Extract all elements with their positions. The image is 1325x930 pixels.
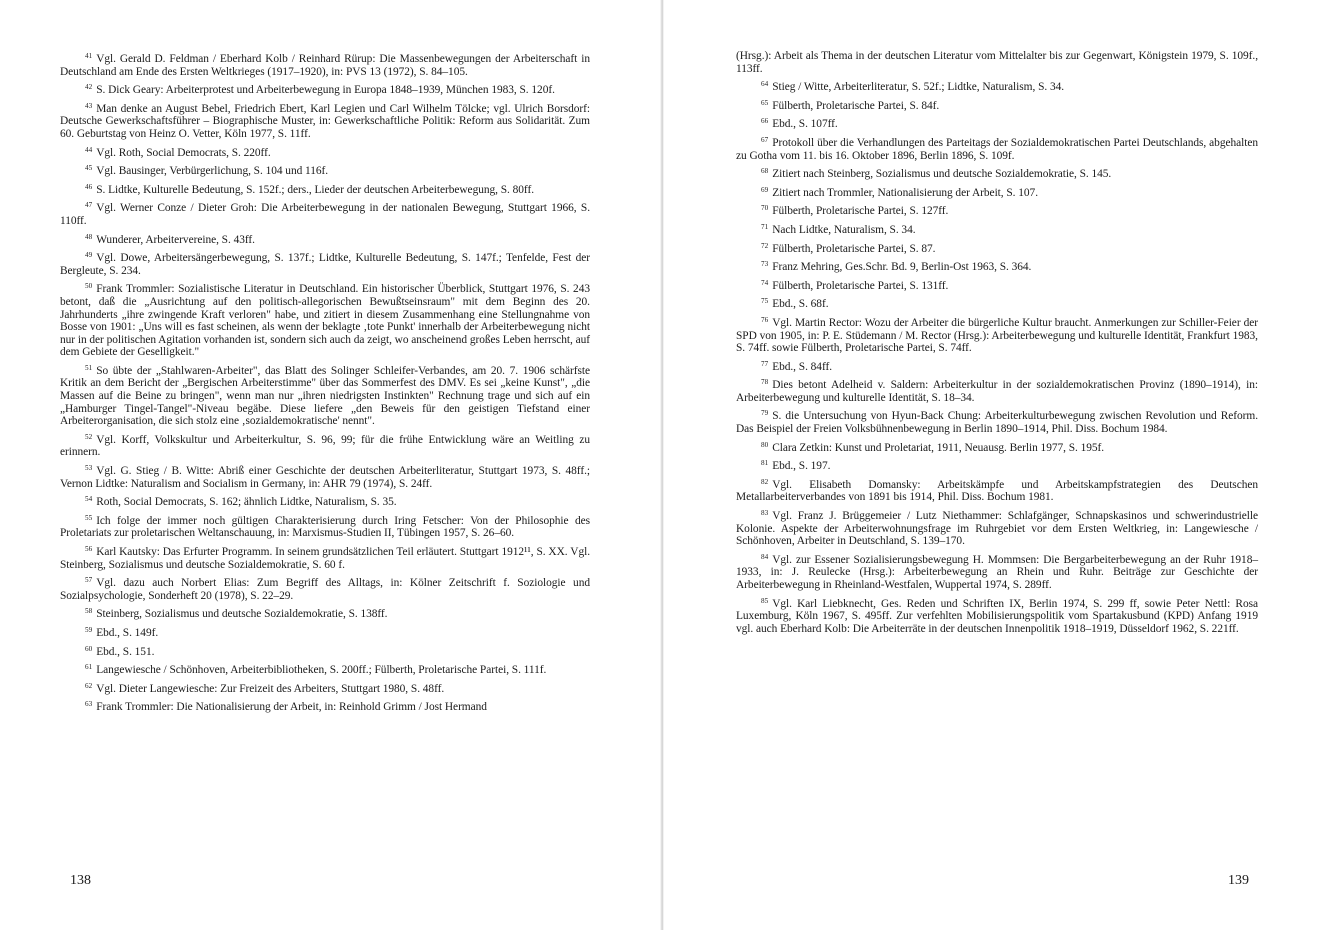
footnote-number: 61 [85,663,93,672]
footnote-text: Vgl. G. Stieg / B. Witte: Abriß einer Geschichte der deutschen Arbeiterliteratur, Stuttgart 1973, S. 48ff.; Vernon Lidtke: Naturalism and Socialism in Germany, in: AHR 79 (1974), S. 24ff. [60,465,590,490]
footnote-number: 55 [85,513,93,522]
footnote-text: Zitiert nach Steinberg, Sozialismus und deutsche Sozialdemokratie, S. 145. [772,168,1112,181]
footnote-text: Nach Lidtke, Naturalism, S. 34. [772,223,916,236]
footnote-text: Vgl. Dieter Langewiesche: Zur Freizeit des Arbeiters, Stuttgart 1980, S. 48ff. [96,682,445,695]
footnote-number: 72 [761,241,769,250]
left-footnotes [60,50,590,717]
footnote [60,181,590,197]
footnote-text: Vgl. Karl Liebknecht, Ges. Reden und Schriften IX, Berlin 1974, S. 299 ff, sowie Peter Nettl: Rosa Luxemburg, Köln 1967, S. 495ff. Zur verfehlten Mobilisierungspolitik vom Spartakusbund (KPD) Anfang 1919 vgl. auch Eberhard Kolb: Die Arbeiterräte in der deutschen Innenpolitik 1918–1919, Düsseldorf 1962, S. 221ff. [736,597,1258,635]
footnote [736,202,1258,218]
footnote-number: 73 [761,260,769,269]
footnote-number: 67 [761,135,769,144]
footnote-text: S. Lidtke, Kulturelle Bedeutung, S. 152f.; ders., Lieder der deutschen Arbeiterbewegung, S. 80ff. [96,183,534,196]
footnote-number: 45 [85,164,93,173]
left-page [0,0,660,930]
footnote-number: 48 [85,232,93,241]
footnote-number: 65 [761,98,769,107]
footnote-text: Vgl. Werner Conze / Dieter Groh: Die Arbeiterbewegung in der nationalen Bewegung, Stuttgart 1966, S. 110ff. [60,202,590,227]
footnote [60,661,590,677]
footnote [736,457,1258,473]
footnote-text: Vgl. Korff, Volkskultur und Arbeiterkultur, S. 96, 99; für die frühe Entwicklung wäre an Weitling zu erinnern. [60,433,590,459]
footnote-text: Ebd., S. 68f. [772,298,829,311]
footnote-number: 68 [761,167,769,176]
footnote-text: Vgl. Bausinger, Verbürgerlichung, S. 104 und 116f. [96,165,329,178]
footnote-number: 50 [85,282,93,291]
footnote-number: 82 [761,477,769,486]
footnote-text: Franz Mehring, Ges.Schr. Bd. 9, Berlin-Ost 1963, S. 364. [772,261,1032,274]
footnote-text: Ebd., S. 149f. [96,626,159,639]
footnote [736,439,1258,455]
footnote-number: 43 [85,101,93,110]
footnote-number: 81 [761,459,769,468]
footnote-text: Wunderer, Arbeitervereine, S. 43ff. [96,233,255,246]
footnote-number: 71 [761,222,769,231]
footnote-number: 78 [761,378,769,387]
footnote [60,162,590,178]
footnote-number: 47 [85,201,93,210]
footnote [736,376,1258,404]
footnote-number: 74 [761,278,769,287]
footnote-number: 79 [761,409,769,418]
footnote [60,199,590,227]
footnote-number: 85 [761,596,769,605]
footnote-text: Vgl. Gerald D. Feldman / Eberhard Kolb / Reinhard Rürup: Die Massenbewegungen der Arbeiterschaft in Deutschland am Ende des Ersten Weltkrieges (1917–1920), in: PVS 13 (1972), S. 84–105. [60,53,590,78]
left-page-number: 138 [70,873,91,888]
book-gutter [660,0,664,930]
footnote-text: Ebd., S. 151. [96,645,155,658]
footnote-number: 42 [85,83,93,92]
footnote-number: 53 [85,464,93,473]
footnote-text: Roth, Social Democrats, S. 162; ähnlich Lidtke, Naturalism, S. 35. [96,496,397,509]
footnote [60,493,590,509]
footnote [736,551,1258,592]
footnote-number: 66 [761,117,769,126]
footnote [60,643,590,659]
footnote-text: S. Dick Geary: Arbeiterprotest und Arbeiterbewegung in Europa 1848–1939, München 1983, S. 120f. [96,84,555,97]
footnote-text: Frank Trommler: Sozialistische Literatur in Deutschland. Ein historischer Überblick, Stuttgart 1976, S. 243 betont, daß die „Ausrichtung auf den politisch-allegorischen Bewußtseinsraum" mit dem Beginn des 20. Jahrhunderts „ihre zwingende Kraft verloren" habe, und zitiert in diesem Zusammenhang eine Stellungnahme von Bosse von 1901: „Uns will es fast scheinen, als wenn der beklagte ‚tote Punkt' innerhalb der Arbeiterbewegung nicht nur in der politischen Agitation vorhanden ist, sondern sich auch da zeigt, wo anscheinend großes Leben herrscht, auf dem Gebiete der Geselligkeit." [60,283,590,359]
footnote-number: 46 [85,182,93,191]
footnote [736,295,1258,311]
footnote-number: 77 [761,359,769,368]
footnote [60,624,590,640]
footnote [736,476,1258,504]
footnote [60,280,590,359]
footnote-text: Ebd., S. 197. [772,460,831,473]
footnote-text: Zitiert nach Trommler, Nationalisierung der Arbeit, S. 107. [772,186,1039,199]
footnote [60,680,590,696]
footnote-number: 64 [761,80,769,89]
footnote [60,543,590,571]
footnote-number: 52 [85,432,93,441]
footnote-text: Frank Trommler: Die Nationalisierung der Arbeit, in: Reinhold Grimm / Jost Hermand [96,701,487,714]
right-page [666,0,1325,930]
footnote-text: Ebd., S. 84ff. [772,360,833,373]
footnote-text: Dies betont Adelheid v. Saldern: Arbeiterkultur in der sozialdemokratischen Provinz (1890–1914), in: Arbeiterbewegung und kulturelle Identität, S. 18–34. [736,379,1258,404]
footnote-text: Ebd., S. 107ff. [772,118,838,131]
footnote-number: 62 [85,681,93,690]
footnote-number: 49 [85,251,93,260]
footnote-text: Protokoll über die Verhandlungen des Parteitags der Sozialdemokratischen Partei Deutschlands, abgehalten zu Gotha vom 11. bis 16. Oktober 1896, Berlin 1896, S. 109f. [736,136,1258,162]
footnote-number: 60 [85,644,93,653]
footnote-text: So übte der „Stahlwaren-Arbeiter", das Blatt des Solinger Schleifer-Verbandes, am 20. 7. 1906 schärfste Kritik an dem Bericht der „Bergischen Arbeiterstimme" über das Sommerfest des DMV. Es sei „keine Kunst", „die Massen auf die Beine zu bringen", wenn man nur „ihren niedrigsten Instinkten" Rechnung trage und sich auf ein „Hamburger Tingel-Tangel"-Niveau begäbe. Diese liefere „den Beweis für den geistigen Tiefstand einer Arbeiterorganisation, die sich stolz eine ‚sozialdemokratische' nennt". [60,364,590,428]
footnote-text: Vgl. Roth, Social Democrats, S. 220ff. [96,146,271,159]
footnote-text: Stieg / Witte, Arbeiterliteratur, S. 52f.; Lidtke, Naturalism, S. 34. [772,81,1065,94]
footnote-text: Vgl. Franz J. Brüggemeier / Lutz Niethammer: Schlafgänger, Schnapskasinos und schwerindustrielle Kolonie. Aspekte der Arbeiterwohnungsfrage im Ruhrgebiet vor dem Ersten Weltkrieg, in: Langewiesche / Schönhoven, Arbeiter in Deutschland, S. 139–170. [736,510,1258,548]
footnote [736,97,1258,113]
footnote-text: Clara Zetkin: Kunst und Proletariat, 1911, Neuausg. Berlin 1977, S. 195f. [772,441,1105,454]
footnote [736,221,1258,237]
footnote [736,78,1258,94]
footnote [60,249,590,277]
footnote-text: Fülberth, Proletarische Partei, S. 131ff. [772,279,949,292]
footnote-number: 80 [761,440,769,449]
footnote [60,144,590,160]
footnote [736,507,1258,548]
footnote [736,134,1258,162]
right-page-number: 139 [1228,873,1249,888]
footnote-continuation: (Hrsg.): Arbeit als Thema in der deutschen Literatur vom Mittelalter bis zur Gegenwart, Königstein 1979, S. 109f., 113ff. [736,50,1258,75]
footnote-number: 41 [85,52,93,60]
right-footnotes [736,50,1258,638]
footnote [736,258,1258,274]
footnote-text: Fülberth, Proletarische Partei, S. 84f. [772,99,940,112]
footnote-text: S. die Untersuchung von Hyun-Back Chung: Arbeiterkulturbewegung zwischen Revolution und Reform. Das Beispiel der Freien Volksbühnenbewegung in Berlin 1890–1914, Phil. Diss. Bochum 1984. [736,410,1258,436]
footnote [60,81,590,97]
footnote-number: 75 [761,297,769,306]
footnote [60,462,590,490]
footnote [60,431,590,459]
footnote [736,277,1258,293]
footnote [736,595,1258,636]
footnote-text: Vgl. Dowe, Arbeitersängerbewegung, S. 137f.; Lidtke, Kulturelle Bedeutung, S. 147f.; Tenfelde, Fest der Bergleute, S. 234. [60,252,590,277]
footnote [736,314,1258,355]
footnote [60,231,590,247]
footnote-number: 84 [761,552,769,561]
footnote-text: Fülberth, Proletarische Partei, S. 87. [772,242,936,255]
footnote [60,100,590,141]
footnote-text: Vgl. Martin Rector: Wozu der Arbeiter die bürgerliche Kultur braucht. Anmerkungen zur Schiller-Feier der SPD von 1905, in: P. E. Stüdemann / M. Rector (Hrsg.): Arbeiterbewegung und kulturelle Identität, Frankfurt 1983, S. 74ff. sowie Fülberth, Proletarische Partei, S. 74ff. [736,316,1258,355]
footnote [60,362,590,428]
footnote-text: Steinberg, Sozialismus und deutsche Sozialdemokratie, S. 138ff. [96,608,388,621]
footnote-text: Vgl. zur Essener Sozialisierungsbewegung H. Mommsen: Die Bergarbeiterbewegung an der Ruhr 1918–1933, in: J. Reulecke (Hrsg.): Arbeiterbewegung an Rhein und Ruhr. Beiträge zur Geschichte der Arbeiterbewegung in Rheinland-Westfalen, Wuppertal 1974, S. 289ff. [736,553,1258,591]
footnote-text: Vgl. dazu auch Norbert Elias: Zum Begriff des Alltags, in: Kölner Zeitschrift f. Soziologie und Sozialpsychologie, Sonderheft 20 (1978), S. 22–29. [60,577,590,602]
footnote-number: 83 [761,509,769,518]
footnote [60,698,590,714]
footnote-number: 54 [85,495,93,504]
footnote-number: 70 [761,204,769,213]
footnote [60,50,590,78]
footnote-text: Man denke an August Bebel, Friedrich Ebert, Karl Legien und Carl Wilhelm Tölcke; vgl. Ulrich Borsdorf: Deutsche Gewerkschaftsführer – Biographische Muster, in: Gewerkschaftliche Politik: Reform aus Solidarität. Zum 60. Geburtstag von Heinz O. Vetter, Köln 1977, S. 11ff. [60,102,590,140]
footnote [736,407,1258,435]
footnote [60,605,590,621]
footnote [736,115,1258,131]
footnote-text: Fülberth, Proletarische Partei, S. 127ff. [772,205,949,218]
footnote-number: 57 [85,576,93,585]
footnote [60,512,590,540]
footnote-text: Karl Kautsky: Das Erfurter Programm. In seinem grundsätzlichen Teil erläutert. Stuttgart 1912¹¹, S. XX. Vgl. Steinberg, Sozialismus und deutsche Sozialdemokratie, S. 60 f. [60,546,590,571]
footnote-number: 59 [85,625,93,634]
footnote-text: Vgl. Elisabeth Domansky: Arbeitskämpfe und Arbeitskampfstrategien des Deutschen Metallarbeiterverbandes von 1891 bis 1914, Phil. Diss. Bochum 1981. [736,478,1258,504]
footnote-number: 58 [85,607,93,616]
footnote-text: Langewiesche / Schönhoven, Arbeiterbibliotheken, S. 200ff.; Fülberth, Proletarische Partei, S. 111f. [96,664,547,677]
footnote [736,358,1258,374]
footnote-number: 63 [85,700,93,709]
footnote-number: 69 [761,185,769,194]
footnote-number: 44 [85,145,93,154]
footnote [60,574,590,602]
footnote-text: Ich folge der immer noch gültigen Charakterisierung durch Iring Fetscher: Von der Philosophie des Proletariats zur proletarischen Weltanschauung, in: Marxismus-Studien II, Tübingen 1957, S. 26–60. [60,514,590,540]
footnote [736,184,1258,200]
footnote-number: 76 [761,315,769,324]
footnote [736,240,1258,256]
footnote-number: 51 [85,363,93,372]
footnote-number: 56 [85,545,93,553]
footnote [736,165,1258,181]
